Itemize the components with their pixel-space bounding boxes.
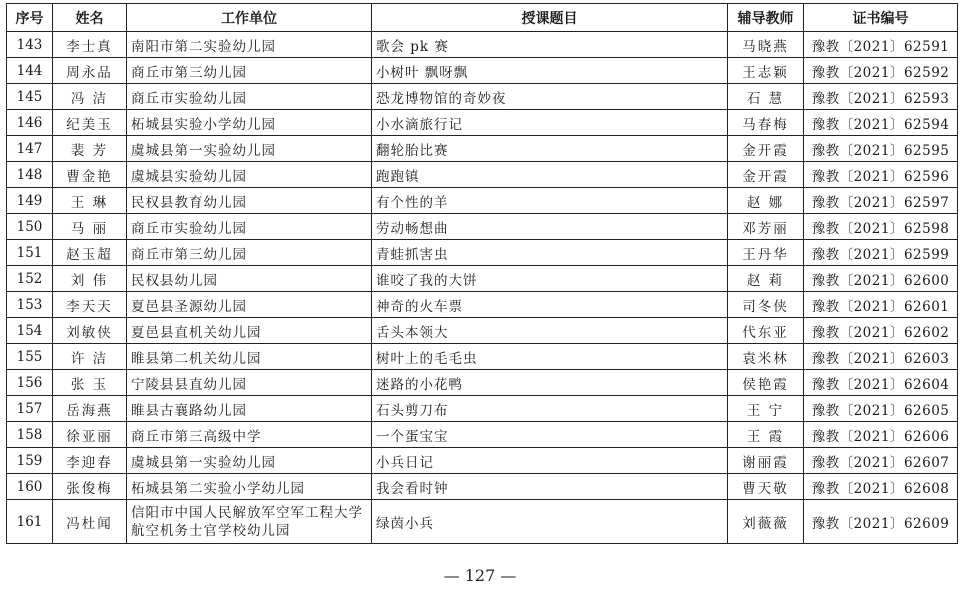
- cell-topic: 恐龙博物馆的奇妙夜: [372, 84, 728, 110]
- table-row: [7, 292, 958, 318]
- cell-teacher: 袁米林: [728, 344, 804, 370]
- cell-topic: 翻轮胎比赛: [372, 136, 728, 162]
- cell-teacher: 司冬侠: [728, 292, 804, 318]
- cell-cert: 豫教〔2021〕62593: [804, 84, 958, 110]
- cell-name: 王 琳: [53, 188, 127, 214]
- cell-topic: 谁咬了我的大饼: [372, 266, 728, 292]
- cell-unit: 信阳市中国人民解放军空军工程大学航空机务士官学校幼儿园: [127, 500, 372, 544]
- cell-cert: 豫教〔2021〕62605: [804, 396, 958, 422]
- cell-no: 160: [7, 474, 53, 500]
- cell-topic: 石头剪刀布: [372, 396, 728, 422]
- cell-no: 145: [7, 84, 53, 110]
- cell-topic: 树叶上的毛毛虫: [372, 344, 728, 370]
- cell-cert: 豫教〔2021〕62608: [804, 474, 958, 500]
- cell-no: 152: [7, 266, 53, 292]
- cell-teacher: 谢丽霞: [728, 448, 804, 474]
- cell-unit: 睢县第二机关幼儿园: [127, 344, 372, 370]
- table-row: [7, 84, 958, 110]
- cell-name: 张俊梅: [53, 474, 127, 500]
- cell-topic: 我会看时钟: [372, 474, 728, 500]
- cell-unit: 虞城县实验幼儿园: [127, 162, 372, 188]
- page-number: — 127 —: [443, 566, 517, 585]
- cell-teacher: 金开霞: [728, 162, 804, 188]
- cell-name: 冯 洁: [53, 84, 127, 110]
- cell-cert: 豫教〔2021〕62609: [804, 500, 958, 544]
- cell-teacher: 王 宁: [728, 396, 804, 422]
- cell-unit: 夏邑县圣源幼儿园: [127, 292, 372, 318]
- table-row: [7, 266, 958, 292]
- header-teacher: 辅导教师: [728, 4, 804, 32]
- award-roster-table: [6, 3, 958, 544]
- cell-cert: 豫教〔2021〕62601: [804, 292, 958, 318]
- cell-unit: 睢县古襄路幼儿园: [127, 396, 372, 422]
- cell-cert: 豫教〔2021〕62594: [804, 110, 958, 136]
- cell-name: 纪美玉: [53, 110, 127, 136]
- cell-unit: 商丘市实验幼儿园: [127, 84, 372, 110]
- cell-unit: 南阳市第二实验幼儿园: [127, 32, 372, 58]
- cell-no: 148: [7, 162, 53, 188]
- cell-unit: 商丘市第三幼儿园: [127, 58, 372, 84]
- cell-unit: 柘城县实验小学幼儿园: [127, 110, 372, 136]
- cell-no: 157: [7, 396, 53, 422]
- cell-teacher: 石 慧: [728, 84, 804, 110]
- cell-unit: 商丘市第三幼儿园: [127, 240, 372, 266]
- cell-cert: 豫教〔2021〕62597: [804, 188, 958, 214]
- cell-no: 147: [7, 136, 53, 162]
- cell-cert: 豫教〔2021〕62592: [804, 58, 958, 84]
- table-row: [7, 318, 958, 344]
- cell-unit: 民权县教育幼儿园: [127, 188, 372, 214]
- table-row: [7, 162, 958, 188]
- cell-cert: 豫教〔2021〕62599: [804, 240, 958, 266]
- cell-name: 曹金艳: [53, 162, 127, 188]
- table-row: [7, 240, 958, 266]
- cell-unit: 民权县幼儿园: [127, 266, 372, 292]
- table-row: [7, 110, 958, 136]
- cell-unit: 商丘市第三高级中学: [127, 422, 372, 448]
- table-row: [7, 422, 958, 448]
- cell-teacher: 王丹华: [728, 240, 804, 266]
- table-row: [7, 474, 958, 500]
- cell-name: 裴 芳: [53, 136, 127, 162]
- table-row: [7, 58, 958, 84]
- cell-cert: 豫教〔2021〕62604: [804, 370, 958, 396]
- cell-no: 151: [7, 240, 53, 266]
- header-row: [7, 4, 958, 32]
- cell-teacher: 邓芳丽: [728, 214, 804, 240]
- cell-topic: 青蛙抓害虫: [372, 240, 728, 266]
- cell-teacher: 马晓燕: [728, 32, 804, 58]
- header-cert: 证书编号: [804, 4, 958, 32]
- cell-no: 161: [7, 500, 53, 544]
- cell-topic: 有个性的羊: [372, 188, 728, 214]
- cell-teacher: 曹天敬: [728, 474, 804, 500]
- cell-topic: 神奇的火车票: [372, 292, 728, 318]
- cell-name: 李天天: [53, 292, 127, 318]
- cell-teacher: 代东亚: [728, 318, 804, 344]
- cell-topic: 舌头本领大: [372, 318, 728, 344]
- cell-topic: 跑跑镇: [372, 162, 728, 188]
- cell-no: 149: [7, 188, 53, 214]
- cell-name: 周永品: [53, 58, 127, 84]
- cell-cert: 豫教〔2021〕62598: [804, 214, 958, 240]
- cell-teacher: 王 霞: [728, 422, 804, 448]
- cell-no: 158: [7, 422, 53, 448]
- table-row: [7, 500, 958, 544]
- cell-unit: 柘城县第二实验小学幼儿园: [127, 474, 372, 500]
- cell-name: 冯杜闻: [53, 500, 127, 544]
- cell-topic: 小水滴旅行记: [372, 110, 728, 136]
- cell-cert: 豫教〔2021〕62603: [804, 344, 958, 370]
- cell-name: 徐亚丽: [53, 422, 127, 448]
- cell-topic: 小兵日记: [372, 448, 728, 474]
- header-unit: 工作单位: [127, 4, 372, 32]
- table-row: [7, 448, 958, 474]
- cell-teacher: 金开霞: [728, 136, 804, 162]
- cell-name: 刘敏侠: [53, 318, 127, 344]
- cell-topic: 绿茵小兵: [372, 500, 728, 544]
- cell-name: 许 洁: [53, 344, 127, 370]
- table-row: [7, 136, 958, 162]
- cell-teacher: 王志颖: [728, 58, 804, 84]
- cell-no: 156: [7, 370, 53, 396]
- cell-topic: 小树叶 飘呀飘: [372, 58, 728, 84]
- cell-topic: 歌会 pk 赛: [372, 32, 728, 58]
- cell-no: 154: [7, 318, 53, 344]
- cell-topic: 迷路的小花鸭: [372, 370, 728, 396]
- cell-teacher: 赵 娜: [728, 188, 804, 214]
- cell-name: 岳海燕: [53, 396, 127, 422]
- cell-cert: 豫教〔2021〕62591: [804, 32, 958, 58]
- cell-cert: 豫教〔2021〕62596: [804, 162, 958, 188]
- cell-no: 153: [7, 292, 53, 318]
- cell-no: 146: [7, 110, 53, 136]
- table-row: [7, 188, 958, 214]
- cell-cert: 豫教〔2021〕62595: [804, 136, 958, 162]
- cell-topic: 劳动畅想曲: [372, 214, 728, 240]
- cell-teacher: 刘薇薇: [728, 500, 804, 544]
- cell-teacher: 侯艳霞: [728, 370, 804, 396]
- table-row: [7, 344, 958, 370]
- header-topic: 授课题目: [372, 4, 728, 32]
- cell-unit: 商丘市实验幼儿园: [127, 214, 372, 240]
- header-name: 姓名: [53, 4, 127, 32]
- header-no: 序号: [7, 4, 53, 32]
- cell-topic: 一个蛋宝宝: [372, 422, 728, 448]
- cell-unit: 虞城县第一实验幼儿园: [127, 136, 372, 162]
- cell-teacher: 马春梅: [728, 110, 804, 136]
- table-row: [7, 32, 958, 58]
- cell-name: 李迎春: [53, 448, 127, 474]
- cell-no: 159: [7, 448, 53, 474]
- cell-no: 150: [7, 214, 53, 240]
- table-row: [7, 214, 958, 240]
- cell-cert: 豫教〔2021〕62602: [804, 318, 958, 344]
- cell-unit: 宁陵县县直幼儿园: [127, 370, 372, 396]
- cell-no: 144: [7, 58, 53, 84]
- table-row: [7, 396, 958, 422]
- cell-name: 李士真: [53, 32, 127, 58]
- cell-no: 143: [7, 32, 53, 58]
- cell-unit: 夏邑县直机关幼儿园: [127, 318, 372, 344]
- roster-body: [7, 32, 958, 544]
- cell-unit: 虞城县第一实验幼儿园: [127, 448, 372, 474]
- cell-name: 刘 伟: [53, 266, 127, 292]
- cell-teacher: 赵 莉: [728, 266, 804, 292]
- cell-no: 155: [7, 344, 53, 370]
- cell-cert: 豫教〔2021〕62607: [804, 448, 958, 474]
- cell-name: 马 丽: [53, 214, 127, 240]
- cell-cert: 豫教〔2021〕62600: [804, 266, 958, 292]
- cell-cert: 豫教〔2021〕62606: [804, 422, 958, 448]
- cell-name: 张 玉: [53, 370, 127, 396]
- cell-name: 赵玉超: [53, 240, 127, 266]
- table-row: [7, 370, 958, 396]
